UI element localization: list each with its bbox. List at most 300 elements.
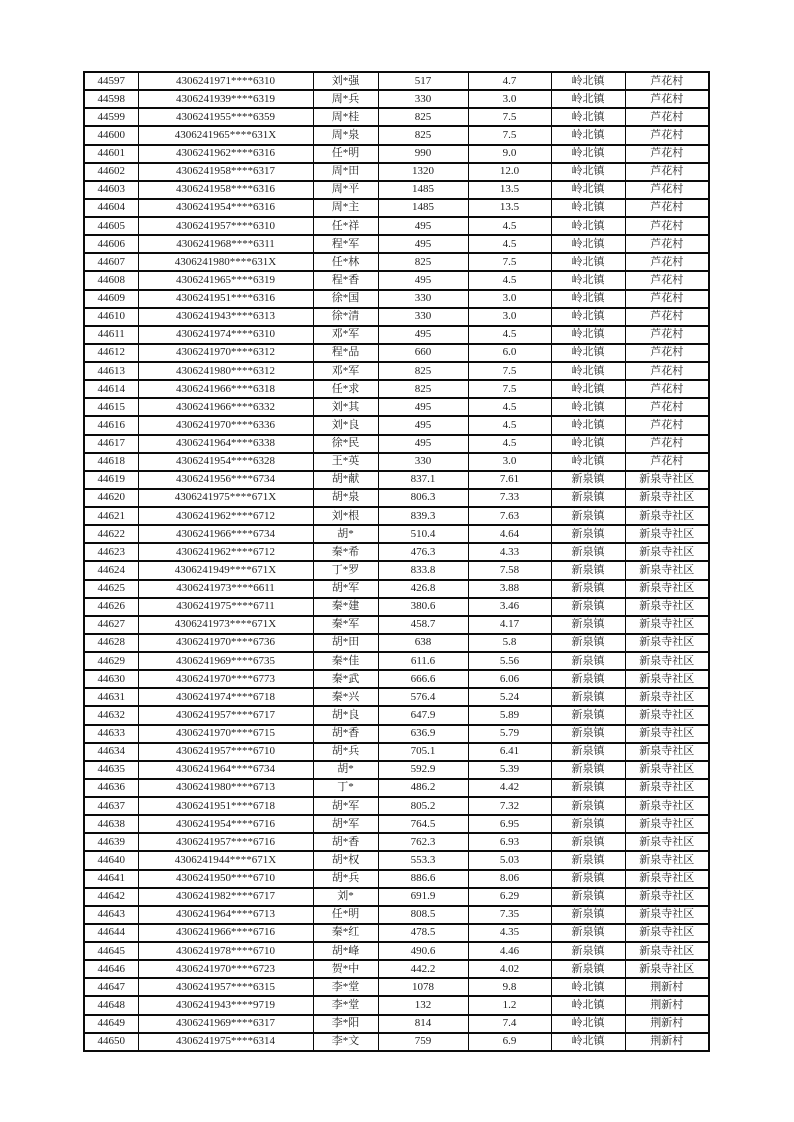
serial-number-cell: 44607 [84,253,138,271]
town-cell: 岭北镇 [551,253,625,271]
serial-number-cell: 44650 [84,1033,138,1051]
area-cell: 7.32 [468,797,551,815]
village-cell: 新泉寺社区 [625,833,709,851]
amount-cell: 705.1 [378,743,468,761]
table-row [84,924,709,942]
village-cell: 新泉寺社区 [625,525,709,543]
serial-number-cell: 44615 [84,398,138,416]
village-cell: 芦花村 [625,271,709,289]
masked-name-cell: 胡*兵 [313,743,378,761]
table-row [84,870,709,888]
serial-number-cell: 44600 [84,126,138,144]
amount-cell: 638 [378,634,468,652]
masked-name-cell: 胡*良 [313,706,378,724]
amount-cell: 837.1 [378,471,468,489]
masked-name-cell: 贺*中 [313,960,378,978]
masked-name-cell: 刘*根 [313,507,378,525]
table-row [84,779,709,797]
village-cell: 芦花村 [625,453,709,471]
village-cell: 新泉寺社区 [625,942,709,960]
town-cell: 岭北镇 [551,181,625,199]
serial-number-cell: 44633 [84,725,138,743]
area-cell: 6.9 [468,1033,551,1051]
masked-id-cell: 4306241954****6716 [138,815,313,833]
town-cell: 岭北镇 [551,1033,625,1051]
area-cell: 5.56 [468,652,551,670]
table-row [84,543,709,561]
town-cell: 新泉镇 [551,725,625,743]
town-cell: 岭北镇 [551,978,625,996]
amount-cell: 839.3 [378,507,468,525]
area-cell: 4.5 [468,398,551,416]
serial-number-cell: 44597 [84,72,138,90]
masked-id-cell: 4306241957****6710 [138,743,313,761]
masked-name-cell: 胡*权 [313,851,378,869]
table-row [84,199,709,217]
table-row [84,942,709,960]
amount-cell: 478.5 [378,924,468,942]
area-cell: 4.64 [468,525,551,543]
masked-id-cell: 4306241975****6314 [138,1033,313,1051]
area-cell: 7.5 [468,362,551,380]
serial-number-cell: 44611 [84,326,138,344]
amount-cell: 886.6 [378,870,468,888]
table-row [84,453,709,471]
amount-cell: 426.8 [378,580,468,598]
town-cell: 岭北镇 [551,996,625,1014]
area-cell: 13.5 [468,181,551,199]
masked-name-cell: 胡*泉 [313,489,378,507]
masked-name-cell: 王*英 [313,453,378,471]
masked-id-cell: 4306241970****6312 [138,344,313,362]
serial-number-cell: 44617 [84,435,138,453]
table-row [84,670,709,688]
table-row [84,706,709,724]
serial-number-cell: 44609 [84,290,138,308]
town-cell: 岭北镇 [551,416,625,434]
serial-number-cell: 44644 [84,924,138,942]
table-body [84,72,709,1051]
masked-id-cell: 4306241980****631X [138,253,313,271]
area-cell: 7.5 [468,108,551,126]
amount-cell: 825 [378,126,468,144]
masked-name-cell: 李*阳 [313,1015,378,1033]
table-row [84,561,709,579]
table-row [84,960,709,978]
masked-id-cell: 4306241943****6313 [138,308,313,326]
serial-number-cell: 44634 [84,743,138,761]
table-row [84,362,709,380]
area-cell: 4.46 [468,942,551,960]
masked-name-cell: 周*兵 [313,90,378,108]
amount-cell: 495 [378,398,468,416]
area-cell: 3.0 [468,90,551,108]
masked-name-cell: 周*田 [313,163,378,181]
serial-number-cell: 44620 [84,489,138,507]
village-cell: 荆新村 [625,1033,709,1051]
village-cell: 荆新村 [625,978,709,996]
town-cell: 岭北镇 [551,453,625,471]
amount-cell: 132 [378,996,468,1014]
village-cell: 芦花村 [625,380,709,398]
area-cell: 7.61 [468,471,551,489]
masked-id-cell: 4306241958****6317 [138,163,313,181]
table-row [84,996,709,1014]
serial-number-cell: 44640 [84,851,138,869]
amount-cell: 990 [378,145,468,163]
amount-cell: 330 [378,290,468,308]
village-cell: 芦花村 [625,217,709,235]
masked-id-cell: 4306241970****6715 [138,725,313,743]
table-row [84,525,709,543]
masked-name-cell: 程*军 [313,235,378,253]
area-cell: 7.63 [468,507,551,525]
serial-number-cell: 44648 [84,996,138,1014]
town-cell: 新泉镇 [551,471,625,489]
village-cell: 新泉寺社区 [625,471,709,489]
village-cell: 新泉寺社区 [625,543,709,561]
town-cell: 岭北镇 [551,435,625,453]
area-cell: 4.17 [468,616,551,634]
table-row [84,471,709,489]
masked-name-cell: 秦*军 [313,616,378,634]
town-cell: 新泉镇 [551,489,625,507]
area-cell: 4.35 [468,924,551,942]
masked-name-cell: 胡*献 [313,471,378,489]
village-cell: 新泉寺社区 [625,743,709,761]
amount-cell: 330 [378,90,468,108]
area-cell: 4.5 [468,235,551,253]
town-cell: 岭北镇 [551,362,625,380]
masked-id-cell: 4306241951****6316 [138,290,313,308]
village-cell: 芦花村 [625,163,709,181]
area-cell: 4.5 [468,271,551,289]
masked-name-cell: 邓*军 [313,326,378,344]
table-row [84,235,709,253]
town-cell: 新泉镇 [551,815,625,833]
serial-number-cell: 44641 [84,870,138,888]
masked-name-cell: 秦*红 [313,924,378,942]
masked-name-cell: 秦*武 [313,670,378,688]
serial-number-cell: 44626 [84,598,138,616]
town-cell: 新泉镇 [551,888,625,906]
table-row [84,616,709,634]
area-cell: 6.06 [468,670,551,688]
table-row [84,380,709,398]
masked-name-cell: 刘*其 [313,398,378,416]
masked-name-cell: 程*品 [313,344,378,362]
area-cell: 5.8 [468,634,551,652]
masked-id-cell: 4306241982****6717 [138,888,313,906]
masked-id-cell: 4306241969****6317 [138,1015,313,1033]
area-cell: 12.0 [468,163,551,181]
town-cell: 岭北镇 [551,380,625,398]
table-row [84,145,709,163]
area-cell: 6.29 [468,888,551,906]
table-row [84,489,709,507]
area-cell: 3.0 [468,290,551,308]
masked-name-cell: 周*平 [313,181,378,199]
masked-id-cell: 4306241957****6315 [138,978,313,996]
village-cell: 新泉寺社区 [625,652,709,670]
table-row [84,598,709,616]
town-cell: 新泉镇 [551,924,625,942]
table-row [84,743,709,761]
masked-id-cell: 4306241973****671X [138,616,313,634]
village-cell: 芦花村 [625,416,709,434]
village-cell: 新泉寺社区 [625,706,709,724]
area-cell: 6.0 [468,344,551,362]
masked-name-cell: 任*明 [313,906,378,924]
town-cell: 岭北镇 [551,217,625,235]
table-row [84,90,709,108]
area-cell: 4.33 [468,543,551,561]
town-cell: 新泉镇 [551,761,625,779]
village-cell: 芦花村 [625,253,709,271]
masked-name-cell: 周*泉 [313,126,378,144]
area-cell: 3.0 [468,308,551,326]
serial-number-cell: 44637 [84,797,138,815]
amount-cell: 442.2 [378,960,468,978]
masked-id-cell: 4306241966****6734 [138,525,313,543]
table-row [84,416,709,434]
amount-cell: 553.3 [378,851,468,869]
town-cell: 新泉镇 [551,870,625,888]
amount-cell: 611.6 [378,652,468,670]
amount-cell: 495 [378,435,468,453]
masked-name-cell: 胡* [313,525,378,543]
amount-cell: 814 [378,1015,468,1033]
area-cell: 7.58 [468,561,551,579]
table-row [84,253,709,271]
table-row [84,580,709,598]
table-row [84,217,709,235]
town-cell: 新泉镇 [551,706,625,724]
masked-name-cell: 程*香 [313,271,378,289]
town-cell: 岭北镇 [551,163,625,181]
area-cell: 4.5 [468,326,551,344]
village-cell: 芦花村 [625,362,709,380]
town-cell: 新泉镇 [551,543,625,561]
serial-number-cell: 44635 [84,761,138,779]
masked-id-cell: 4306241965****6319 [138,271,313,289]
table-row [84,1015,709,1033]
table-row [84,815,709,833]
village-cell: 芦花村 [625,290,709,308]
masked-name-cell: 丁*罗 [313,561,378,579]
masked-name-cell: 胡*军 [313,815,378,833]
serial-number-cell: 44610 [84,308,138,326]
area-cell: 3.88 [468,580,551,598]
village-cell: 芦花村 [625,126,709,144]
table-row [84,163,709,181]
table-row [84,326,709,344]
masked-name-cell: 刘*良 [313,416,378,434]
masked-id-cell: 4306241971****6310 [138,72,313,90]
amount-cell: 458.7 [378,616,468,634]
village-cell: 新泉寺社区 [625,888,709,906]
amount-cell: 762.3 [378,833,468,851]
town-cell: 岭北镇 [551,126,625,144]
serial-number-cell: 44646 [84,960,138,978]
masked-id-cell: 4306241955****6359 [138,108,313,126]
masked-id-cell: 4306241975****6711 [138,598,313,616]
area-cell: 4.7 [468,72,551,90]
table-row [84,725,709,743]
area-cell: 7.5 [468,380,551,398]
village-cell: 新泉寺社区 [625,580,709,598]
town-cell: 新泉镇 [551,960,625,978]
records-table [83,71,710,1052]
serial-number-cell: 44622 [84,525,138,543]
masked-id-cell: 4306241978****6710 [138,942,313,960]
amount-cell: 476.3 [378,543,468,561]
masked-id-cell: 4306241943****9719 [138,996,313,1014]
area-cell: 5.03 [468,851,551,869]
village-cell: 新泉寺社区 [625,634,709,652]
town-cell: 岭北镇 [551,199,625,217]
village-cell: 新泉寺社区 [625,797,709,815]
village-cell: 新泉寺社区 [625,507,709,525]
table-row [84,126,709,144]
masked-name-cell: 胡*香 [313,725,378,743]
serial-number-cell: 44614 [84,380,138,398]
table-row [84,344,709,362]
masked-name-cell: 任*求 [313,380,378,398]
amount-cell: 380.6 [378,598,468,616]
serial-number-cell: 44604 [84,199,138,217]
serial-number-cell: 44649 [84,1015,138,1033]
village-cell: 芦花村 [625,181,709,199]
amount-cell: 495 [378,416,468,434]
table-row [84,398,709,416]
table-row [84,1033,709,1051]
village-cell: 芦花村 [625,398,709,416]
serial-number-cell: 44613 [84,362,138,380]
village-cell: 新泉寺社区 [625,489,709,507]
masked-id-cell: 4306241974****6310 [138,326,313,344]
masked-id-cell: 4306241951****6718 [138,797,313,815]
table-row [84,652,709,670]
masked-name-cell: 胡*军 [313,797,378,815]
amount-cell: 1078 [378,978,468,996]
masked-id-cell: 4306241970****6336 [138,416,313,434]
table-row [84,833,709,851]
masked-id-cell: 4306241949****671X [138,561,313,579]
amount-cell: 825 [378,362,468,380]
masked-name-cell: 邓*军 [313,362,378,380]
area-cell: 5.79 [468,725,551,743]
town-cell: 岭北镇 [551,235,625,253]
area-cell: 4.5 [468,416,551,434]
masked-name-cell: 胡*香 [313,833,378,851]
area-cell: 7.4 [468,1015,551,1033]
masked-id-cell: 4306241966****6716 [138,924,313,942]
table-row [84,108,709,126]
serial-number-cell: 44599 [84,108,138,126]
masked-name-cell: 秦*兴 [313,688,378,706]
table-row [84,688,709,706]
town-cell: 岭北镇 [551,271,625,289]
masked-id-cell: 4306241957****6717 [138,706,313,724]
area-cell: 5.89 [468,706,551,724]
masked-name-cell: 任*明 [313,145,378,163]
serial-number-cell: 44618 [84,453,138,471]
table-row [84,308,709,326]
area-cell: 8.06 [468,870,551,888]
village-cell: 新泉寺社区 [625,725,709,743]
serial-number-cell: 44601 [84,145,138,163]
amount-cell: 647.9 [378,706,468,724]
amount-cell: 517 [378,72,468,90]
masked-id-cell: 4306241957****6310 [138,217,313,235]
amount-cell: 636.9 [378,725,468,743]
village-cell: 新泉寺社区 [625,688,709,706]
village-cell: 新泉寺社区 [625,924,709,942]
town-cell: 新泉镇 [551,797,625,815]
village-cell: 新泉寺社区 [625,779,709,797]
town-cell: 岭北镇 [551,290,625,308]
amount-cell: 833.8 [378,561,468,579]
town-cell: 岭北镇 [551,145,625,163]
town-cell: 新泉镇 [551,833,625,851]
amount-cell: 805.2 [378,797,468,815]
masked-id-cell: 4306241962****6316 [138,145,313,163]
serial-number-cell: 44639 [84,833,138,851]
serial-number-cell: 44632 [84,706,138,724]
masked-id-cell: 4306241962****6712 [138,507,313,525]
area-cell: 4.5 [468,217,551,235]
masked-name-cell: 任*林 [313,253,378,271]
village-cell: 新泉寺社区 [625,815,709,833]
masked-name-cell: 秦*建 [313,598,378,616]
village-cell: 新泉寺社区 [625,670,709,688]
village-cell: 芦花村 [625,108,709,126]
serial-number-cell: 44630 [84,670,138,688]
serial-number-cell: 44605 [84,217,138,235]
amount-cell: 576.4 [378,688,468,706]
amount-cell: 490.6 [378,942,468,960]
masked-name-cell: 徐*国 [313,290,378,308]
serial-number-cell: 44602 [84,163,138,181]
amount-cell: 495 [378,235,468,253]
masked-id-cell: 4306241962****6712 [138,543,313,561]
masked-id-cell: 4306241958****6316 [138,181,313,199]
masked-id-cell: 4306241970****6773 [138,670,313,688]
serial-number-cell: 44647 [84,978,138,996]
serial-number-cell: 44625 [84,580,138,598]
village-cell: 芦花村 [625,308,709,326]
serial-number-cell: 44643 [84,906,138,924]
masked-id-cell: 4306241975****671X [138,489,313,507]
area-cell: 7.33 [468,489,551,507]
masked-name-cell: 胡* [313,761,378,779]
village-cell: 芦花村 [625,72,709,90]
masked-id-cell: 4306241969****6735 [138,652,313,670]
serial-number-cell: 44624 [84,561,138,579]
table-row [84,181,709,199]
masked-name-cell: 胡*田 [313,634,378,652]
area-cell: 6.95 [468,815,551,833]
amount-cell: 486.2 [378,779,468,797]
masked-id-cell: 4306241939****6319 [138,90,313,108]
serial-number-cell: 44612 [84,344,138,362]
amount-cell: 495 [378,271,468,289]
town-cell: 岭北镇 [551,308,625,326]
amount-cell: 330 [378,453,468,471]
serial-number-cell: 44642 [84,888,138,906]
village-cell: 新泉寺社区 [625,761,709,779]
